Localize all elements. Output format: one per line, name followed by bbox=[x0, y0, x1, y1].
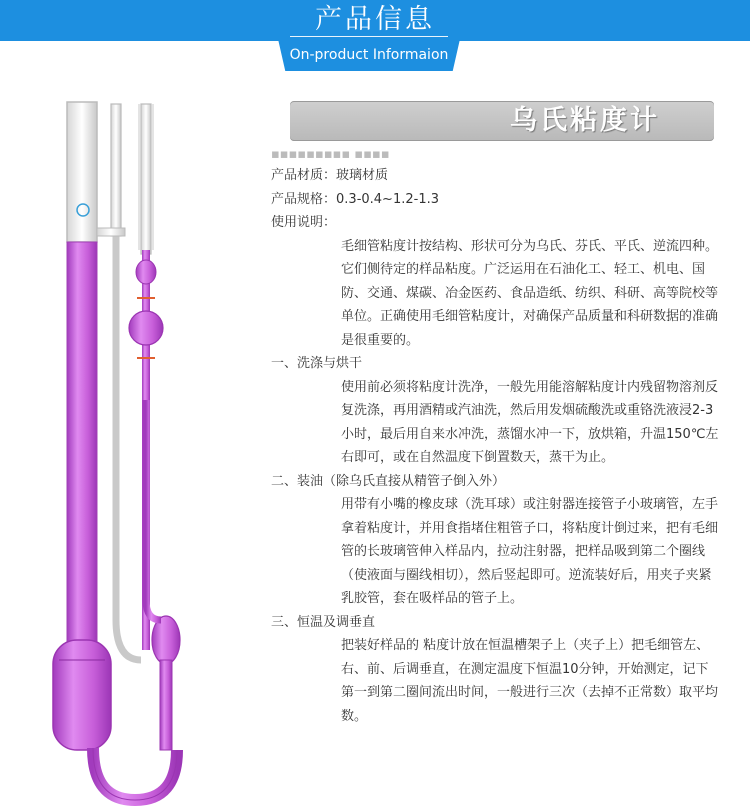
usage-label: 使用说明： bbox=[271, 215, 337, 230]
spec-row bbox=[271, 188, 721, 212]
u-bend bbox=[93, 748, 177, 800]
intro-paragraph-1: 毛细管粘度计按结构、形状可分为乌氏、芬氏、平氏、逆流四种。 bbox=[341, 238, 719, 254]
section-heading-fill: 二、装油（除乌氏直接从精管子倒入外） bbox=[271, 473, 506, 489]
banner-title: 产品信息 bbox=[315, 4, 435, 35]
spec-label: 产品规格： bbox=[271, 191, 337, 207]
reservoir-bulb bbox=[53, 640, 111, 750]
section-body-fill: 用带有小嘴的橡皮球（洗耳球）或注射器连接管子小玻璃管，左手拿着粘度计，并用食指堵住粗管子口，将粘度计倒过来，把有毛细管的长玻璃管伸入样品内，拉动注射器，把样品吸到第二个圈线（使液面与圈线相切），然后竖起即可。逆流装好后，用夹子夹紧乳胶管，套在吸样品的管子上。 bbox=[341, 497, 719, 606]
spec-value: 0.3-0.4~1.2-1.3 bbox=[336, 191, 439, 207]
cropped-line: ▪▪▪▪▪▪▪▪▪ ▪▪▪▪ bbox=[271, 150, 390, 162]
wide-tube-glass bbox=[67, 102, 97, 242]
section-heading-temp: 三、恒温及调垂直 bbox=[271, 614, 376, 630]
intro-paragraph-2: 它们侧待定的样品粘度。广泛运用在石油化工、轻工、机电、国防、交通、煤碳、冶金医药、食品造纸、纺织、科研、高等院校等单位。正确使用毛细管粘度计，对确保产品质量和科研数据的准确是很重要的。 bbox=[341, 262, 719, 348]
material-row bbox=[271, 164, 721, 188]
section-body-temp: 把装好样品的 粘度计放在恒温槽架子上（夹子上）把毛细管左、右、前、后调垂直，在测定温度下恒温10分钟，开始测定，记下第一到第二圈间流出时间，一般进行三次（去掉不正常数）取平均数。 bbox=[341, 638, 719, 724]
banner-divider bbox=[290, 36, 448, 37]
product-title-bar bbox=[290, 101, 714, 141]
section-body-wash: 使用前必须将粘度计洗净，一般先用能溶解粘度计内残留物溶剂反复洗涤，再用酒精或汽油洗，然后用发烟硫酸洗或重铬洗液浸2-3小时，最后用自来水冲洗，蒸馏水冲一下，放烘箱，升温150℃左右即可，或在自然温度下倒置数天，蒸干为止。 bbox=[341, 379, 719, 465]
material-value: 玻璃材质 bbox=[336, 168, 389, 183]
wide-tube-liquid bbox=[67, 242, 97, 642]
viscometer-image bbox=[45, 100, 225, 808]
measuring-bulb bbox=[129, 311, 163, 345]
viscometer-illustration bbox=[45, 100, 225, 808]
banner-subtitle: On-product Informaion bbox=[289, 47, 449, 63]
product-title: 乌氏粘度计 bbox=[510, 105, 660, 136]
section-heading-wash: 一、洗涤与烘干 bbox=[271, 356, 363, 371]
product-description bbox=[271, 150, 721, 728]
material-label: 产品材质： bbox=[271, 168, 337, 183]
